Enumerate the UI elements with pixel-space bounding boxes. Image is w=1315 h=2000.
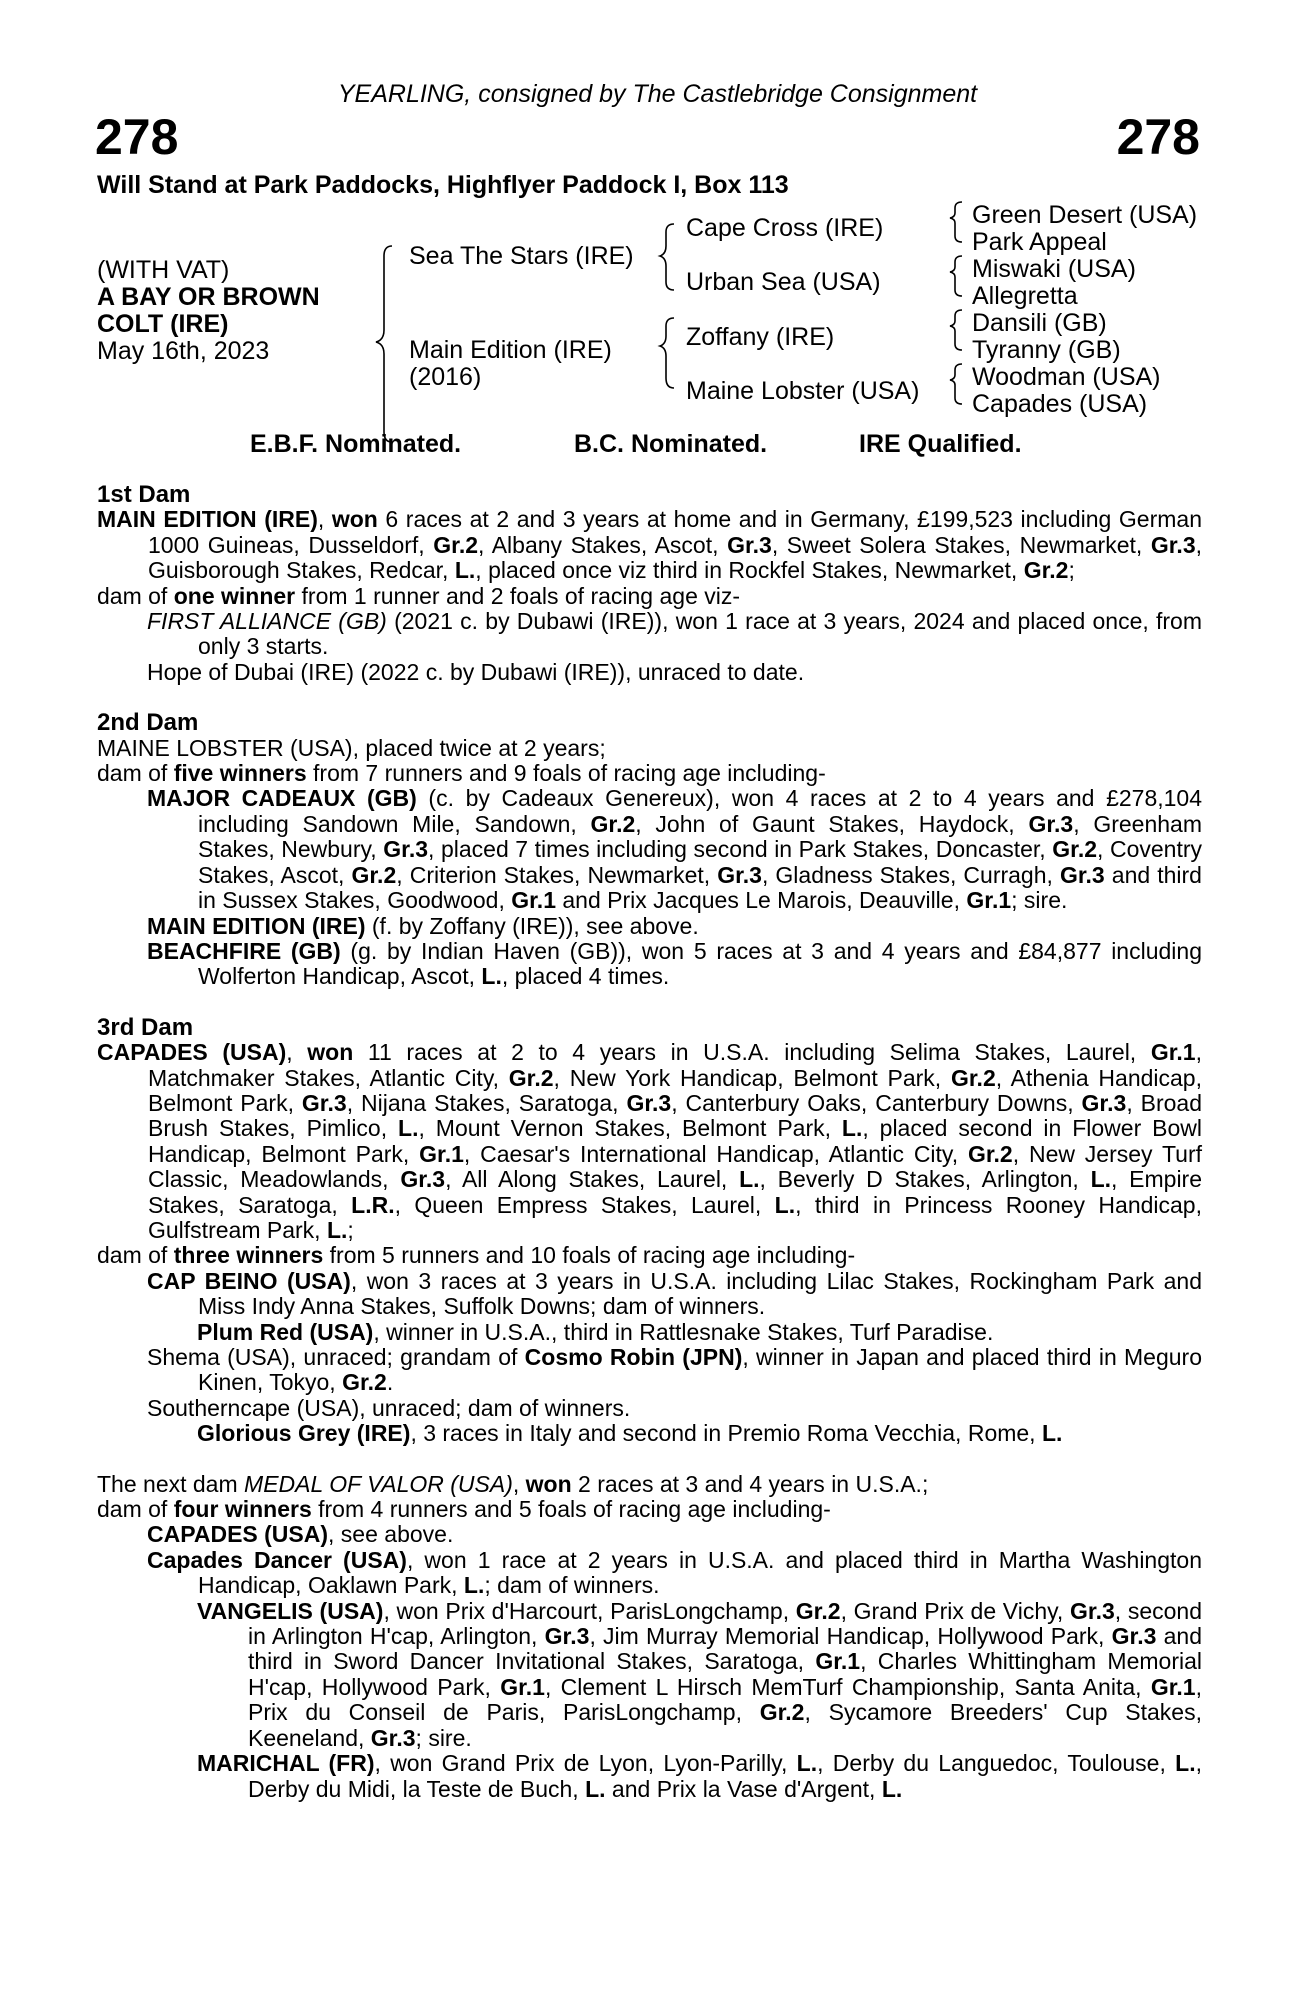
pedigree-gg-5: Dansili (GB) xyxy=(972,309,1107,337)
third-dam-record: CAPADES (USA), won 11 races at 2 to 4 years in U.S.A. including Selima Stakes, Laurel, Gr.1, Matchmaker Stakes, Atlantic City, Gr.2, New York Handicap, Belmont Park, Gr.2, Athenia Handicap, Belmont Park, Gr.3, Nijana Stakes, Saratoga, Gr.3, Canterbury Oaks, Canterbury Downs, Gr.3, Broad Brush Stakes, Pimlico, L., Mount Vernon Stakes, Belmont Park, L., placed second in Flower Bowl Handicap, Belmont Park, Gr.1, Caesar's International Handicap, Atlantic City, Gr.2, New Jersey Turf Classic, Meadowlands, Gr.3, All Along Stakes, Laurel, L., Beverly D Stakes, Arlington, L., Empire Stakes, Saratoga, L.R., Queen Empress Stakes, Laurel, L., third in Princess Rooney Handicap, Gulfstream Park, L.; xyxy=(97,1039,1203,1243)
first-dam-progeny-1: FIRST ALLIANCE (GB) (2021 c. by Dubawi (IRE)), won 1 race at 3 years, 2024 and placed once, from only 3 starts. xyxy=(147,608,1203,660)
pedigree-sire: Sea The Stars (IRE) xyxy=(409,242,634,270)
ire-qualified: IRE Qualified. xyxy=(859,430,1022,458)
pedigree-gg-2: Park Appeal xyxy=(972,228,1107,256)
brace-sire xyxy=(660,224,674,290)
third-dam-progeny-3: Southerncape (USA), unraced; dam of winners. xyxy=(147,1394,631,1421)
bc-nomination: B.C. Nominated. xyxy=(574,430,768,458)
second-dam-progeny-2: MAIN EDITION (IRE) (f. by Zoffany (IRE)), see above. xyxy=(147,912,699,939)
first-dam-heading: 1st Dam xyxy=(97,481,191,508)
pedigree-gg-4: Allegretta xyxy=(972,282,1078,310)
brace-dam xyxy=(660,318,674,388)
pedigree-second-dam: Maine Lobster (USA) xyxy=(686,377,920,405)
ebf-nomination: E.B.F. Nominated. xyxy=(250,430,462,458)
next-dam-grandprogeny-2: MARICHAL (FR), won Grand Prix de Lyon, Lyon-Parilly, L., Derby du Languedoc, Toulouse, L., Derby du Midi, la Teste de Buch, L. and Prix la Vase d'Argent, L. xyxy=(197,1750,1203,1802)
pedigree-gg-1: Green Desert (USA) xyxy=(972,201,1198,229)
pedigree-granddam-sire-side: Urban Sea (USA) xyxy=(686,268,881,296)
second-dam-heading: 2nd Dam xyxy=(97,709,199,737)
second-dam-progeny-3: BEACHFIRE (GB) (g. by Indian Haven (GB)), won 5 races at 3 and 4 years and £84,877 including Wolferton Handicap, Ascot, L., placed 4 times. xyxy=(147,937,1202,990)
next-dam-progeny-1: CAPADES (USA), see above. xyxy=(147,1521,454,1548)
third-dam-produce-summary: dam of three winners from 5 runners and 10 foals of racing age including- xyxy=(97,1242,856,1269)
brace-maine-lobster xyxy=(950,364,962,404)
second-dam-produce-summary: dam of five winners from 7 runners and 9 foals of racing age including- xyxy=(97,760,826,787)
first-dam-produce-summary: dam of one winner from 1 runner and 2 foals of racing age viz- xyxy=(97,582,741,609)
second-dam-record: MAINE LOBSTER (USA), placed twice at 2 years; xyxy=(97,734,606,761)
pedigree-notes xyxy=(97,482,1202,1802)
brace-urban-sea xyxy=(950,256,962,296)
next-dam-produce-summary: dam of four winners from 4 runners and 5 foals of racing age including- xyxy=(97,1496,831,1523)
next-dam-record: The next dam MEDAL OF VALOR (USA), won 2 races at 3 and 4 years in U.S.A.; xyxy=(97,1470,929,1497)
pedigree-gg-7: Woodman (USA) xyxy=(972,363,1161,391)
next-dam-progeny-2: Capades Dancer (USA), won 1 race at 2 years in U.S.A. and placed third in Martha Washington Handicap, Oaklawn Park, L.; dam of winners. xyxy=(147,1546,1202,1599)
horse-colour: A BAY OR BROWN xyxy=(97,283,320,311)
vat-note: (WITH VAT) xyxy=(97,256,230,284)
brace-main xyxy=(376,246,392,442)
pedigree-damsire: Zoffany (IRE) xyxy=(686,323,835,351)
lot-number-left: 278 xyxy=(95,109,179,165)
lot-number-right: 278 xyxy=(1116,109,1200,165)
consignment-line: YEARLING, consigned by The Castlebridge Consignment xyxy=(337,80,978,108)
stand-location: Will Stand at Park Paddocks, Highflyer Paddock I, Box 113 xyxy=(97,171,789,199)
third-dam-grandprogeny-1: Plum Red (USA), winner in U.S.A., third in Rattlesnake Stakes, Turf Paradise. xyxy=(197,1318,994,1345)
third-dam-progeny-1: CAP BEINO (USA), won 3 races at 3 years in U.S.A. including Lilac Stakes, Rockingham Park and Miss Indy Anna Stakes, Suffolk Downs; dam of winners. xyxy=(147,1267,1202,1320)
third-dam-grandprogeny-2: Glorious Grey (IRE), 3 races in Italy and second in Premio Roma Vecchia, Rome, L. xyxy=(197,1420,1063,1447)
brace-zoffany xyxy=(950,310,962,350)
pedigree-gg-3: Miswaki (USA) xyxy=(972,255,1136,283)
pedigree-grandsire: Cape Cross (IRE) xyxy=(686,214,884,242)
first-dam-record: MAIN EDITION (IRE), won 6 races at 2 and 3 years at home and in Germany, £199,523 including German 1000 Guineas, Dusseldorf, Gr.2, Albany Stakes, Ascot, Gr.3, Sweet Solera Stakes, Newmarket, Gr.3, Guisborough Stakes, Redcar, L., placed once viz third in Rockfel Stakes, Newmarket, Gr.2; xyxy=(97,506,1203,584)
first-dam-name: MAIN EDITION (IRE) xyxy=(97,506,318,533)
third-dam-heading: 3rd Dam xyxy=(97,1013,194,1041)
pedigree-gg-8: Capades (USA) xyxy=(972,390,1148,418)
horse-sex: COLT (IRE) xyxy=(97,310,229,338)
pedigree-gg-6: Tyranny (GB) xyxy=(972,336,1121,364)
brace-cape-cross xyxy=(950,202,962,242)
pedigree-dam-year: (2016) xyxy=(409,363,482,391)
third-dam-progeny-2: Shema (USA), unraced; grandam of Cosmo Robin (JPN), winner in Japan and placed third in Meguro Kinen, Tokyo, Gr.2. xyxy=(147,1344,1202,1396)
first-dam-progeny-2: Hope of Dubai (IRE) (2022 c. by Dubawi (IRE)), unraced to date. xyxy=(147,658,805,685)
next-dam-grandprogeny-1: VANGELIS (USA), won Prix d'Harcourt, ParisLongchamp, Gr.2, Grand Prix de Vichy, Gr.3, second in Arlington H'cap, Arlington, Gr.3, Jim Murray Memorial Handicap, Hollywood Park, Gr.3 and third in Sword Dancer Invitational Stakes, Saratoga, Gr.1, Charles Whittingham Memorial H'cap, Hollywood Park, Gr.1, Clement L Hirsch MemTurf Championship, Santa Anita, Gr.1, Prix du Conseil de Paris, ParisLongchamp, Gr.2, Sycamore Breeders' Cup Stakes, Keeneland, Gr.3; sire. xyxy=(197,1597,1203,1751)
pedigree-dam: Main Edition (IRE) xyxy=(409,336,612,364)
second-dam-progeny-1: MAJOR CADEAUX (GB) (c. by Cadeaux Genereux), won 4 races at 2 to 4 years and £278,104 including Sandown Mile, Sandown, Gr.2, John of Gaunt Stakes, Haydock, Gr.3, Greenham Stakes, Newbury, Gr.3, placed 7 times including second in Park Stakes, Doncaster, Gr.2, Coventry Stakes, Ascot, Gr.2, Criterion Stakes, Newmarket, Gr.3, Gladness Stakes, Curragh, Gr.3 and third in Sussex Stakes, Goodwood, Gr.1 and Prix Jacques Le Marois, Deauville, Gr.1; sire. xyxy=(147,785,1203,914)
foaling-date: May 16th, 2023 xyxy=(97,337,270,365)
